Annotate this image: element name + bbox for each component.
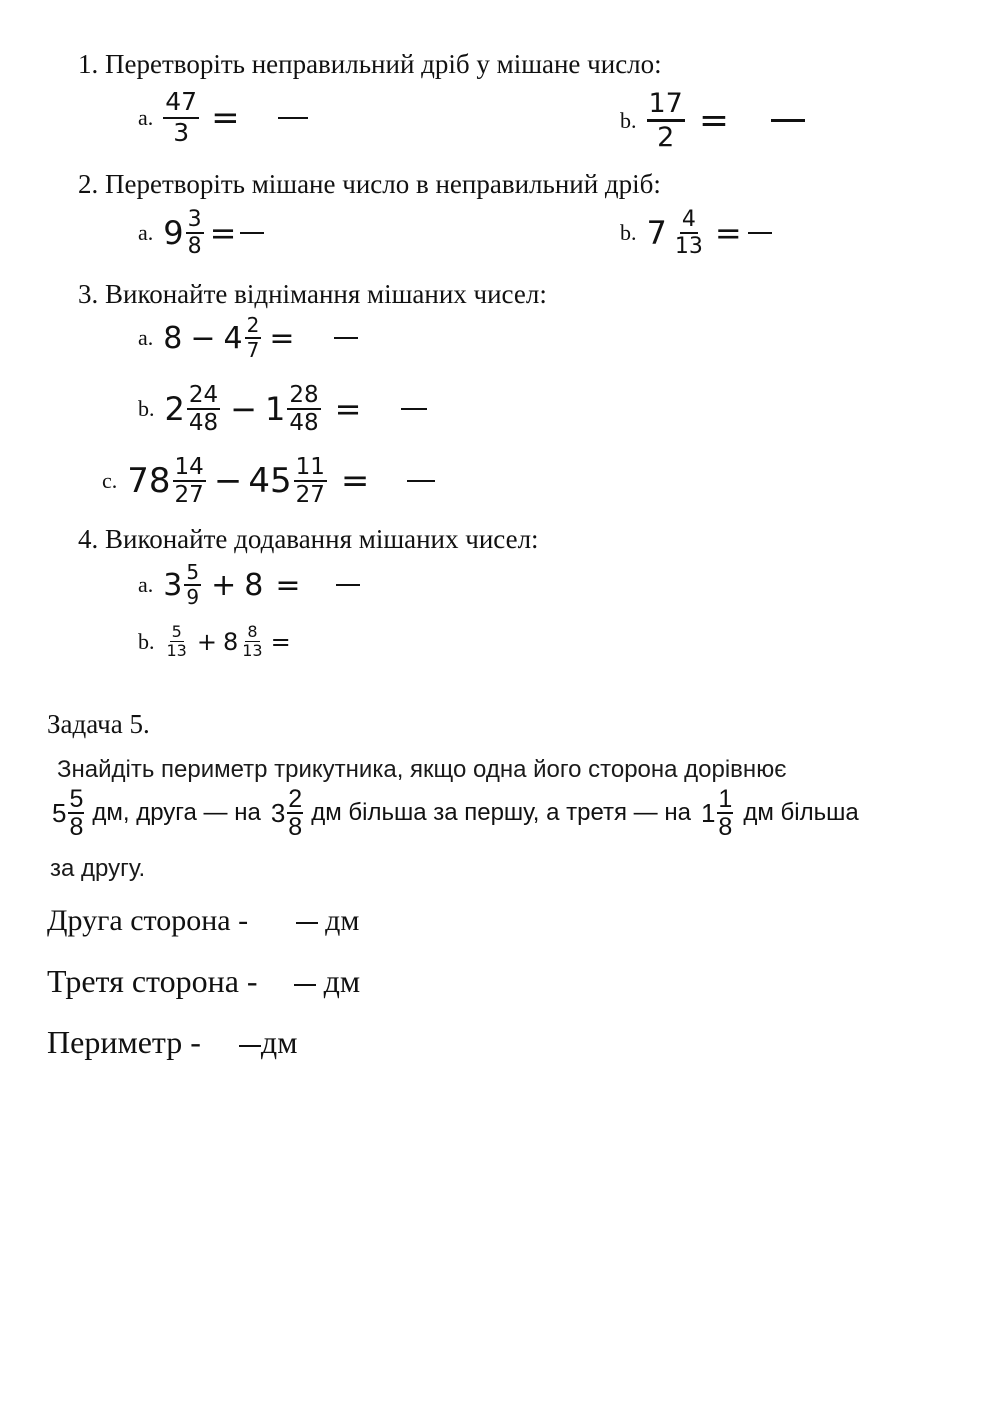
task-5-text-line-2: 5 $\frac{5}{8}$ дм, друга — на 3 $\frac{2}{8}$ дм більша за першу, а третя — на 1 $\frac{1}{8}$ дм більша — [52, 785, 859, 842]
answer-fraction-bar — [771, 119, 805, 122]
minus-sign: − — [213, 461, 243, 502]
q2-item-a — [138, 207, 264, 260]
item-label: a. — [138, 572, 154, 597]
equals-sign: = — [340, 461, 370, 502]
equals-sign: = — [211, 97, 240, 138]
whole-number: 4 — [223, 320, 243, 356]
fraction: $\frac{14}{27}$ — [174, 454, 204, 509]
fraction: $\frac{2}{8}$ — [288, 785, 303, 842]
answer-fraction-bar — [240, 232, 264, 234]
fraction: $\frac{24}{48}$ — [188, 382, 219, 437]
answer-fraction-bar — [407, 480, 435, 482]
fraction: $\frac{17}{2}$ — [648, 88, 683, 154]
whole-number: 3 — [270, 798, 286, 829]
equals-sign: = — [209, 214, 237, 253]
whole-number: 78 — [127, 461, 171, 502]
question-1-title: 1. Перетворіть неправильний дріб у мішане число: — [78, 49, 662, 79]
item-label: b. — [138, 396, 155, 422]
whole-number: 9 — [163, 214, 184, 253]
fraction: $\frac{47}{3}$ — [165, 87, 198, 147]
whole-number: 2 — [164, 390, 185, 429]
unit-label: дм — [325, 904, 360, 937]
answer-perimeter — [47, 1024, 297, 1061]
q1-item-a — [138, 88, 308, 148]
whole-number: 7 — [646, 214, 667, 253]
answer-fraction-bar — [401, 408, 427, 410]
minus-sign: − — [190, 320, 216, 356]
item-label: c. — [102, 468, 118, 494]
equals-sign: = — [275, 567, 301, 603]
answer-fraction-bar — [748, 232, 772, 234]
item-label: a. — [138, 104, 154, 130]
answer-fraction-bar — [278, 117, 308, 119]
unit-label: дм — [323, 963, 361, 999]
fraction: $\frac{28}{48}$ — [289, 382, 319, 437]
item-label: b. — [138, 628, 155, 654]
q3-item-c — [102, 454, 435, 509]
equals-sign: = — [698, 100, 730, 142]
item-label: b. — [620, 220, 637, 246]
plus-sign: + — [196, 627, 217, 656]
item-label: a. — [138, 325, 154, 350]
answer-fraction-bar — [239, 1045, 261, 1047]
whole-number: 1 — [700, 798, 716, 829]
q1-item-b — [620, 88, 805, 153]
task-5-text-line-1: Знайдіть периметр трикутника, якщо одна його сторона дорівнює — [57, 756, 787, 783]
fraction: $\frac{11}{27}$ — [295, 454, 325, 509]
whole-number: 3 — [163, 567, 183, 603]
unit-label: дм — [260, 1024, 298, 1060]
answer-label: Друга сторона - — [47, 904, 249, 937]
task-5-title: Задача 5. — [47, 709, 150, 739]
q4-item-a — [138, 561, 360, 609]
fraction: $\frac{5}{13}$ — [166, 622, 187, 661]
question-4-title: 4. Виконайте додавання мішаних чисел: — [78, 524, 539, 554]
answer-fraction-bar — [296, 922, 318, 924]
fraction: $\frac{5}{8}$ — [69, 785, 84, 842]
equals-sign: = — [714, 214, 742, 253]
q3-item-b — [138, 382, 427, 437]
fraction: $\frac{2}{7}$ — [246, 313, 260, 362]
fraction: $\frac{1}{8}$ — [718, 785, 733, 842]
equals-sign: = — [270, 627, 291, 656]
answer-fraction-bar — [334, 337, 358, 339]
item-label: a. — [138, 220, 154, 246]
whole-number: 5 — [52, 798, 67, 829]
task-5-text-line-3: за другу. — [50, 855, 146, 882]
equals-sign: = — [269, 320, 295, 356]
fraction: $\frac{8}{13}$ — [242, 622, 263, 661]
answer-third-side — [47, 963, 360, 1000]
minus-sign: − — [230, 390, 257, 429]
plus-sign: + — [211, 567, 237, 603]
whole-number: 45 — [248, 461, 292, 502]
answer-fraction-bar — [336, 584, 360, 586]
question-3-title: 3. Виконайте віднімання мішаних чисел: — [78, 279, 547, 309]
whole-number: 8 — [244, 567, 264, 603]
fraction: $\frac{3}{8}$ — [187, 207, 202, 260]
fraction: $\frac{5}{9}$ — [186, 560, 200, 609]
whole-number: 1 — [264, 390, 286, 429]
fraction: $\frac{4}{13}$ — [674, 207, 703, 260]
q4-item-b — [138, 623, 291, 661]
q2-item-b — [620, 207, 772, 260]
answer-label: Периметр - — [47, 1024, 201, 1060]
whole-number: 8 — [163, 320, 183, 356]
item-label: b. — [620, 107, 637, 133]
whole-number: 8 — [222, 627, 239, 656]
answer-label: Третя сторона - — [47, 963, 258, 999]
answer-fraction-bar — [294, 984, 316, 986]
question-2-title: 2. Перетворіть мішане число в неправильний дріб: — [78, 169, 661, 199]
q3-item-a — [138, 314, 358, 362]
answer-second-side — [47, 904, 359, 938]
equals-sign: = — [334, 390, 362, 429]
